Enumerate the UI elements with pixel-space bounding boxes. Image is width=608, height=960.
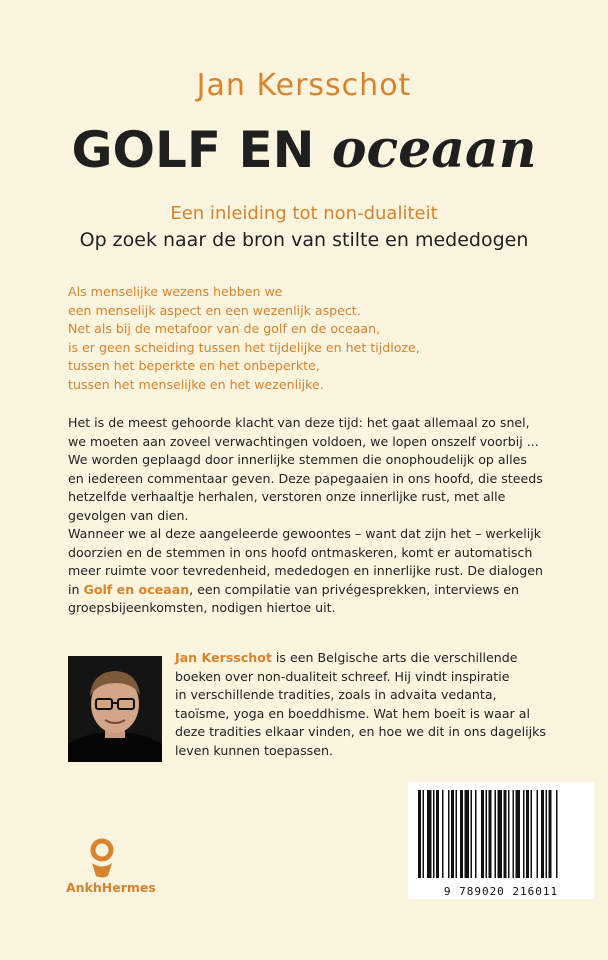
bio-line: deze tradities elkaar vinden, en hoe we dit in ons dagelijks — [175, 724, 546, 739]
barcode-bar — [549, 790, 552, 878]
subtitle-2: Op zoek naar de bron van stilte en mededogen — [79, 229, 529, 251]
barcode-bar — [427, 790, 432, 878]
barcode-bar — [486, 790, 488, 878]
barcode-bar — [537, 790, 539, 878]
body-prefix: in — [68, 581, 84, 597]
author-bio — [175, 649, 565, 760]
body-line: groepsbijeenkomsten, nodigen hiertoe uit. — [68, 600, 336, 615]
body-line: Het is de meest gehoorde klacht van deze tijd: het gaat allemaal zo snel, — [68, 415, 530, 430]
bio-line: taoïsme, yoga en boeddhisme. Wat hem boeit is waar al — [175, 705, 530, 721]
body-line: meer ruimte voor tevredenheid, mededogen en innerlijke rust. De dialogen — [68, 563, 543, 578]
body-line: gevolgen van dien. — [68, 507, 189, 523]
barcode-bar — [489, 790, 492, 878]
title-part-2: oceaan — [331, 119, 537, 180]
author-photo — [68, 656, 162, 762]
intro-line: Net als bij de metafoor van de golf en de oceaan, — [68, 321, 381, 336]
intro-line: is er geen scheiding tussen het tijdelijke en het tijdloze, — [68, 339, 420, 355]
barcode-bar — [516, 790, 521, 878]
body-line: doorzien en de stemmen in ons hoofd ontmaskeren, komt er automatisch — [68, 544, 533, 560]
body-line-highlight — [68, 581, 548, 600]
intro-paragraph — [68, 283, 548, 394]
barcode-bar — [546, 790, 548, 878]
barcode-bar — [495, 790, 497, 878]
barcode-bar — [436, 790, 439, 878]
title-part-1: GOLF EN — [71, 121, 315, 179]
barcode-bar — [418, 790, 421, 878]
intro-line: Als menselijke wezens hebben we — [68, 284, 283, 299]
barcode-bar — [451, 790, 454, 878]
bio-first-line-rest: is een Belgische arts die verschillende — [271, 650, 518, 665]
body-line: we moeten aan zoveel verwachtingen voldoen, we lopen onszelf voorbij ... — [68, 433, 539, 449]
barcode-bar — [460, 790, 463, 878]
barcode-bar — [433, 790, 435, 878]
barcode-bar — [475, 790, 477, 878]
bio-line: leven kunnen toepassen. — [175, 742, 333, 758]
barcode-bar — [456, 790, 458, 878]
barcode-bar — [465, 790, 470, 878]
book-title — [0, 118, 608, 182]
publisher-name: AnkhHermes — [66, 880, 156, 895]
isbn-number: 9 789020 216011 — [443, 885, 559, 898]
barcode-bar — [481, 790, 484, 878]
intro-line: tussen het menselijke en het wezenlijke. — [68, 376, 324, 392]
barcode-bar — [423, 790, 425, 878]
barcode-bar — [498, 790, 503, 878]
body-line: We worden geplaagd door innerlijke stemmen die onophoudelijk op alles — [68, 452, 527, 467]
barcode-bar — [504, 790, 507, 878]
intro-line: een menselijk aspect en een wezenlijk aspect. — [68, 302, 361, 318]
bio-author-name: Jan Kersschot — [175, 650, 272, 665]
body-line: en iedereen commentaar geven. Deze papegaaien in ons hoofd, die steeds — [68, 470, 543, 486]
body-paragraph — [68, 414, 548, 618]
bio-line: boeken over non-dualiteit schreef. Hij vindt inspiratie — [175, 668, 510, 684]
subtitle-1: Een inleiding tot non-dualiteit — [170, 203, 438, 224]
barcode-bar — [526, 790, 529, 878]
barcode-bars — [408, 782, 594, 882]
bio-line: in verschillende tradities, zoals in advaita vedanta, — [175, 687, 497, 702]
barcode — [408, 782, 594, 899]
barcode-bar — [442, 790, 444, 878]
barcode-bar — [531, 790, 533, 878]
barcode-bar — [513, 790, 515, 878]
intro-line: tussen het beperkte en het onbeperkte, — [68, 358, 320, 373]
bio-first-line — [175, 649, 565, 668]
body-line: Wanneer we al deze aangeleerde gewoontes – want dat zijn het – werkelijk — [68, 526, 541, 541]
body-line: hetzelfde verhaaltje herhalen, verstoren onze innerlijke rust, met alle — [68, 489, 506, 504]
author-name: Jan Kersschot — [196, 68, 412, 103]
body-suffix: , een compilatie van privégesprekken, interviews en — [189, 581, 519, 597]
book-title-mention: Golf en oceaan — [83, 581, 190, 597]
barcode-bar — [471, 790, 473, 878]
barcode-bar — [541, 790, 544, 878]
barcode-bar — [508, 790, 510, 878]
barcode-bar — [523, 790, 525, 878]
barcode-bar — [448, 790, 450, 878]
barcode-bar — [556, 790, 558, 878]
